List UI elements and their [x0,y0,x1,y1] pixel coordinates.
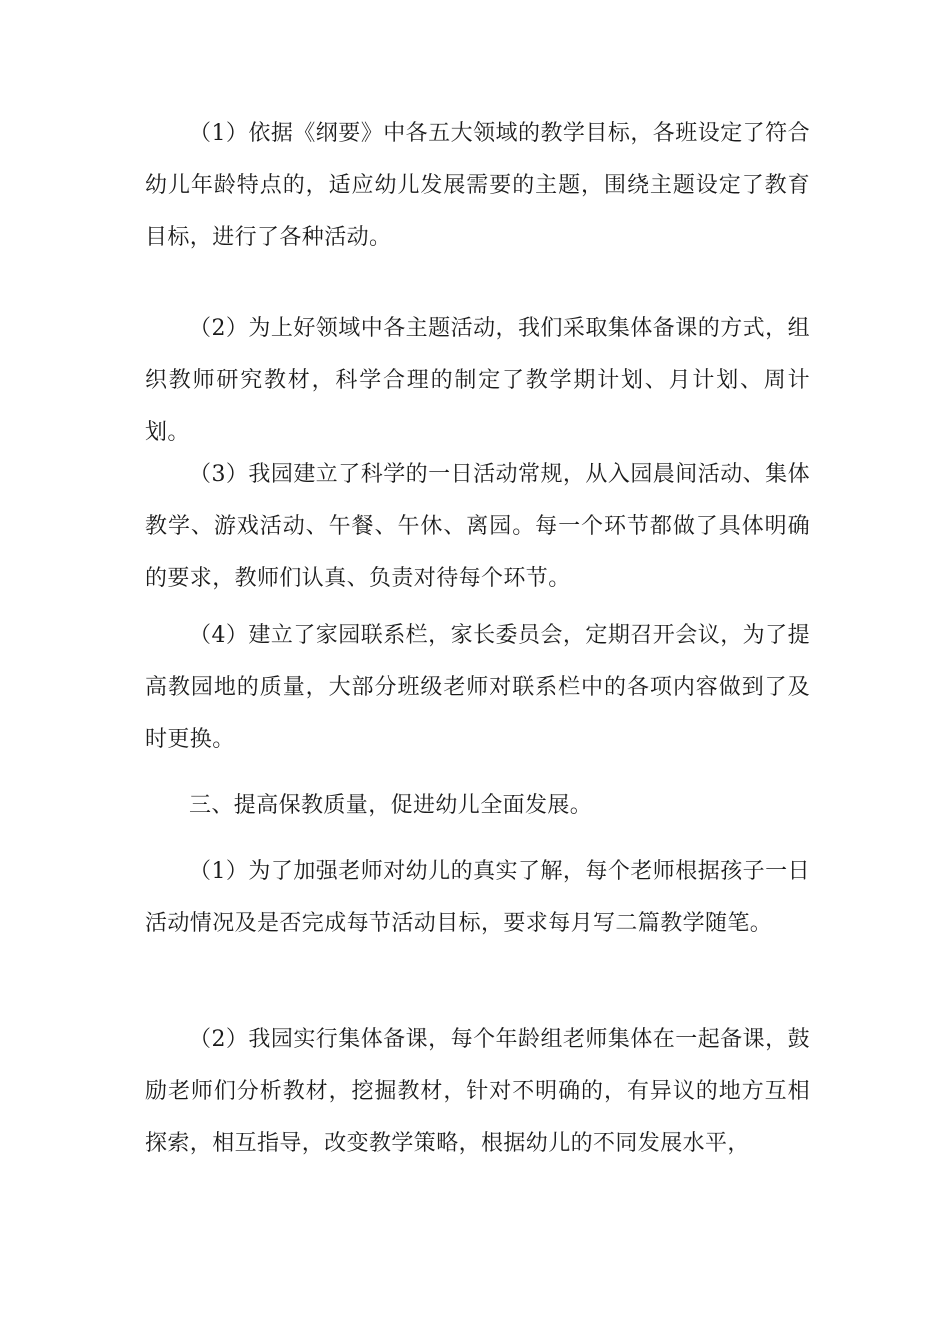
paragraph-goals: （1）依据《纲要》中各五大领域的教学目标，各班设定了符合幼儿年龄特点的，适应幼儿发展需要的主题，围绕主题设定了教育目标，进行了各种活动。 [145,121,810,250]
paragraph-group-lesson-prep: （2）我园实行集体备课，每个年龄组老师集体在一起备课，鼓励老师们分析教材，挖掘教材，针对不明确的，有异议的地方互相探索，相互指导，改变教学策略，根据幼儿的不同发展水平， [145,1027,810,1156]
section-heading-quality: 三、提高保教质量，促进幼儿全面发展。 [189,793,593,818]
paragraph-home-school-contact: （4）建立了家园联系栏，家长委员会，定期召开会议，为了提高教园地的质量，大部分班级老师对联系栏中的各项内容做到了及时更换。 [145,623,810,752]
paragraph-daily-routine: （3）我园建立了科学的一日活动常规，从入园晨间活动、集体教学、游戏活动、午餐、午休、离园。每一个环节都做了具体明确的要求，教师们认真、负责对待每个环节。 [145,462,810,591]
paragraph-teacher-understanding: （1）为了加强老师对幼儿的真实了解，每个老师根据孩子一日活动情况及是否完成每节活动目标，要求每月写二篇教学随笔。 [145,859,810,936]
paragraph-collective-planning: （2）为上好领域中各主题活动，我们采取集体备课的方式，组织教师研究教材，科学合理的制定了教学期计划、月计划、周计划。 [145,316,810,445]
